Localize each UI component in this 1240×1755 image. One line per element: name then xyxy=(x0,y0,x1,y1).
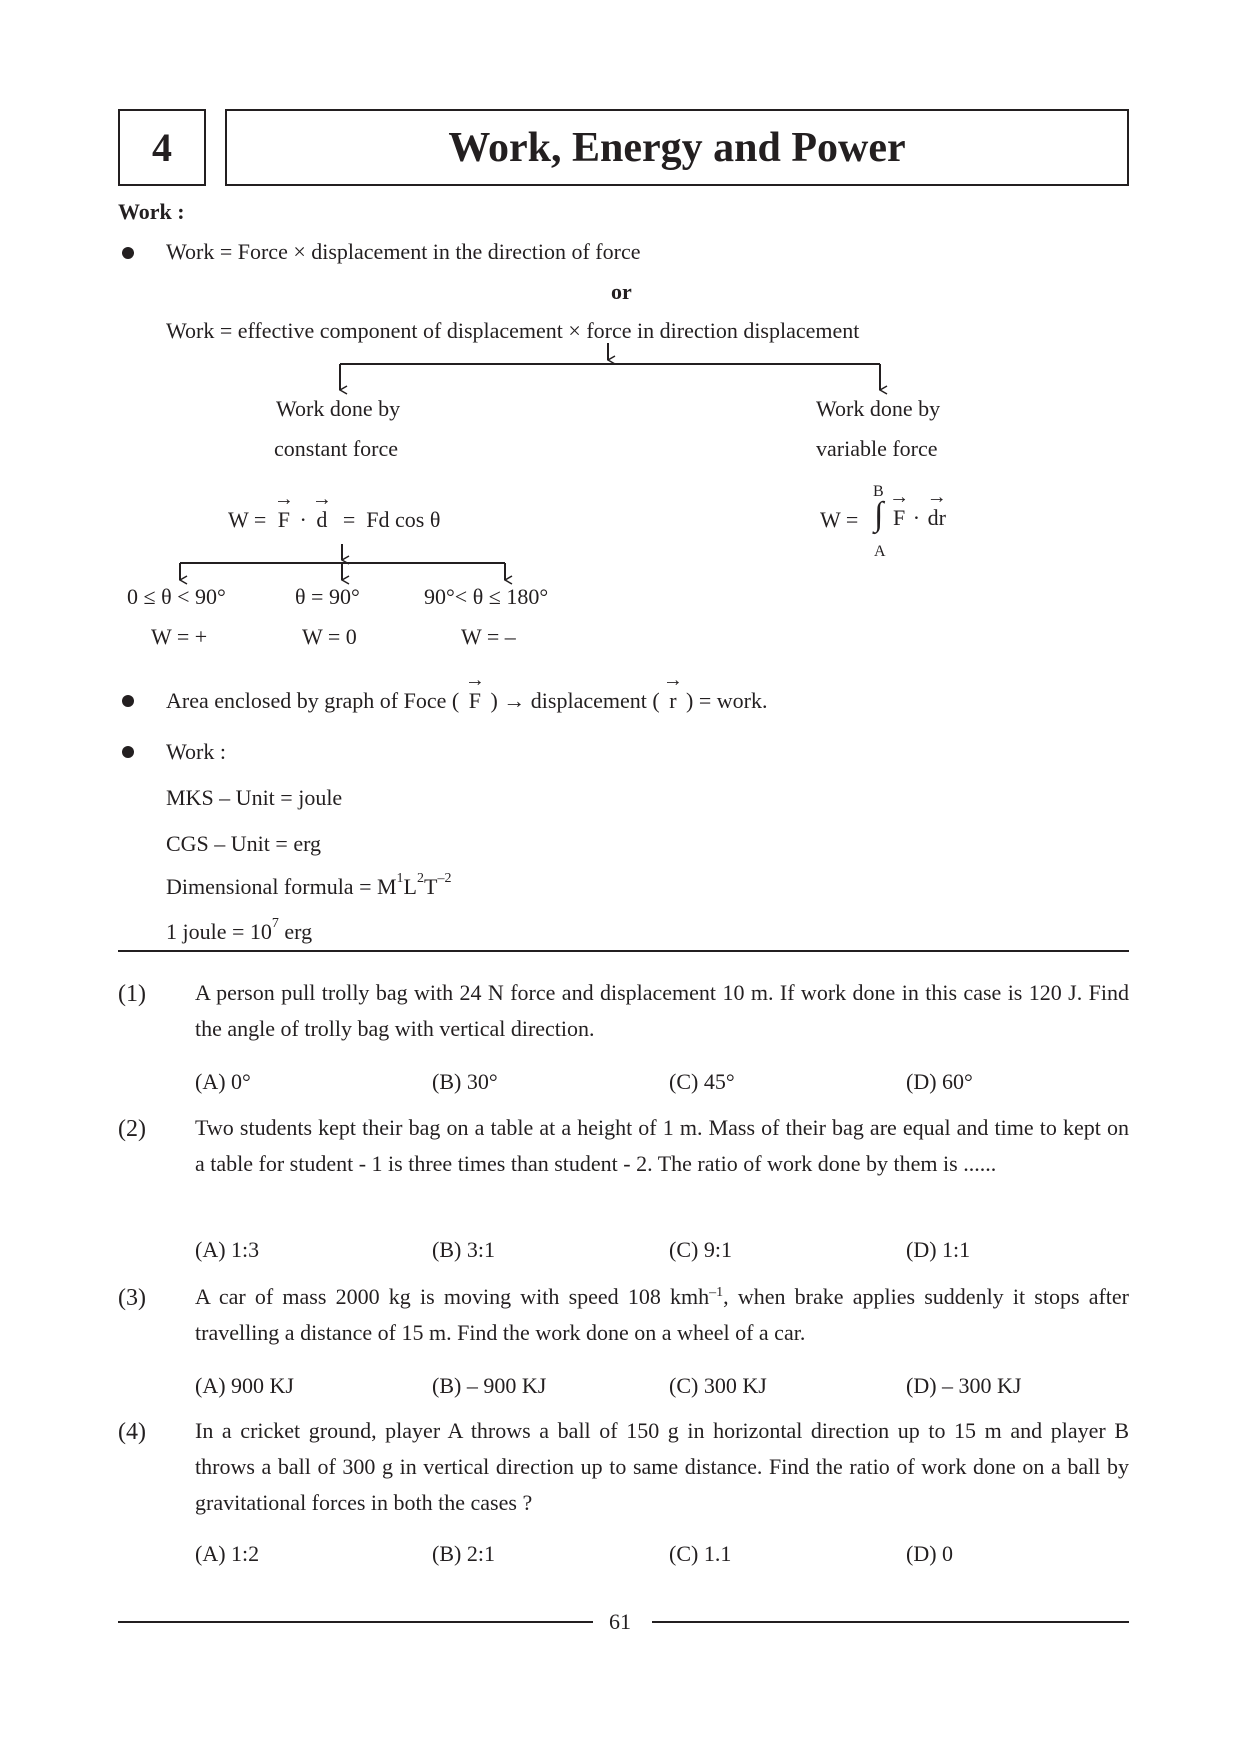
dimensional-formula xyxy=(166,871,452,899)
question-4-text: In a cricket ground, player A throws a ball of 150 g in horizontal direction up to 15 m and player B throws a ball of 300 g in vertical direction up to same distance. Find the ratio of work done on a ball by gravitational forces in both the cases ? xyxy=(195,1418,1129,1515)
question-1-option-b: (B) 30° xyxy=(432,1069,498,1094)
vector-d: → d xyxy=(316,509,327,531)
question-1-option-a: (A) 0° xyxy=(195,1069,251,1094)
constant-force-label-2: constant force xyxy=(274,436,398,461)
question-4-number: (4) xyxy=(118,1419,146,1445)
integral-upper-limit: B xyxy=(873,483,884,500)
area-mid: ) → displacement ( xyxy=(490,688,660,713)
joule-erg-relation xyxy=(166,916,313,944)
chapter-title: Work, Energy and Power xyxy=(448,124,906,171)
bullet-dot-2 xyxy=(122,695,134,707)
variable-force-w: W = xyxy=(820,507,859,532)
joule-suffix: erg xyxy=(278,919,313,944)
or-label: or xyxy=(611,279,632,304)
question-2-text: Two students kept their bag on a table at a height of 1 m. Mass of their bag are equal and time to kept on a table for student - 1 is three times than student - 2. The ratio of work done by them is ...... xyxy=(195,1115,1129,1176)
question-2-option-c: (C) 9:1 xyxy=(669,1237,732,1262)
question-1-option-c: (C) 45° xyxy=(669,1069,735,1094)
variable-force-label-1: Work done by xyxy=(816,396,941,421)
mks-unit: MKS – Unit = joule xyxy=(166,785,343,810)
dimensional-prefix: Dimensional formula = M xyxy=(166,874,397,899)
result-positive: W = + xyxy=(151,624,208,649)
result-zero: W = 0 xyxy=(302,624,357,649)
angle-case-right: θ = 90° xyxy=(295,584,360,609)
question-4-option-a: (A) 1:2 xyxy=(195,1541,260,1566)
cgs-unit: CGS – Unit = erg xyxy=(166,831,322,856)
question-3-option-b: (B) – 900 KJ xyxy=(432,1373,547,1398)
integral-sign: ∫ xyxy=(874,496,884,533)
question-1-option-d: (D) 60° xyxy=(906,1069,973,1094)
vector-f: → F xyxy=(278,509,290,531)
question-2-option-d: (D) 1:1 xyxy=(906,1237,971,1262)
area-statement xyxy=(166,690,767,712)
question-3-option-a: (A) 900 KJ xyxy=(195,1373,294,1398)
work-definition-1: Work = Force × displacement in the direction of force xyxy=(166,239,641,264)
work-definition-2: Work = effective component of displacement × force in direction displacement xyxy=(166,318,860,343)
question-2-number: (2) xyxy=(118,1116,146,1142)
constant-force-label-1: Work done by xyxy=(276,396,401,421)
question-3-exponent: –1 xyxy=(709,1285,724,1300)
vector-f-area: → F xyxy=(469,690,481,712)
dot-operator: · xyxy=(299,507,307,532)
dim-t-exponent: –2 xyxy=(437,871,452,886)
variable-force-label-2: variable force xyxy=(816,436,938,461)
work-heading: Work : xyxy=(118,199,185,224)
question-4-option-c: (C) 1.1 xyxy=(669,1541,732,1566)
area-prefix: Area enclosed by graph of Foce ( xyxy=(166,688,460,713)
formula-w: W = xyxy=(228,507,267,532)
dim-t: T xyxy=(424,874,438,899)
dim-m-exponent: 1 xyxy=(396,871,404,886)
units-heading: Work : xyxy=(166,739,226,764)
question-3-text-pre: A car of mass 2000 kg is moving with speed 108 kmh xyxy=(195,1284,710,1309)
joule-prefix: 1 joule = 10 xyxy=(166,919,272,944)
bullet-dot-3 xyxy=(122,746,134,758)
question-4-option-b: (B) 2:1 xyxy=(432,1541,495,1566)
dot-operator-integral: · xyxy=(912,505,921,530)
formula-fd-cos: = Fd cos θ xyxy=(342,507,441,532)
constant-force-formula xyxy=(228,509,440,531)
joule-exponent: 7 xyxy=(271,916,279,931)
dim-l: L xyxy=(403,874,417,899)
question-2-option-a: (A) 1:3 xyxy=(195,1237,260,1262)
question-4-option-d: (D) 0 xyxy=(906,1541,954,1566)
question-3-text xyxy=(195,1279,1129,1351)
footer-rule-left xyxy=(118,1621,593,1623)
angle-case-obtuse: 90°< θ ≤ 180° xyxy=(424,584,549,609)
page-number: 61 xyxy=(609,1609,631,1634)
dim-l-exponent: 2 xyxy=(417,871,424,886)
question-3-option-d: (D) – 300 KJ xyxy=(906,1373,1022,1398)
angle-case-acute: 0 ≤ θ < 90° xyxy=(127,584,226,609)
chapter-number: 4 xyxy=(152,125,172,170)
question-3-option-c: (C) 300 KJ xyxy=(669,1373,767,1398)
integral-lower-limit: A xyxy=(874,543,886,560)
question-3-number: (3) xyxy=(118,1285,146,1311)
integral-body xyxy=(893,507,946,529)
footer-rule-right xyxy=(652,1621,1129,1623)
question-3-text-post: , when brake applies suddenly it stops after travelling a distance of 15 m. Find the work done on a wheel of a car. xyxy=(195,1284,1129,1345)
question-1-text: A person pull trolly bag with 24 N force and displacement 10 m. If work done in this case is 120 J. Find the angle of trolly bag with vertical direction. xyxy=(195,980,1129,1041)
vector-r-area: → r xyxy=(669,690,676,712)
section-divider xyxy=(118,950,1129,952)
question-2-option-b: (B) 3:1 xyxy=(432,1237,495,1262)
question-1-number: (1) xyxy=(118,981,146,1007)
vector-dr: → dr xyxy=(928,507,946,529)
vector-f-integral: → F xyxy=(893,507,905,529)
area-suffix: ) = work. xyxy=(686,688,768,713)
result-negative: W = – xyxy=(461,624,516,649)
